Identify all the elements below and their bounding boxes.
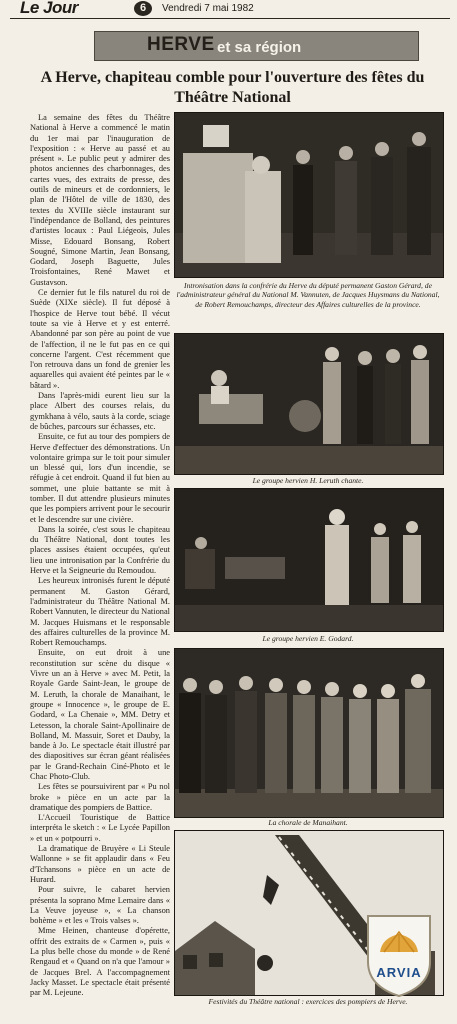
arvia-stamp-label: ARVIA	[376, 965, 422, 980]
article-paragraph: Ensuite, on eut droit à une reconstitution sur scène du disque « Vivre un an à Herve » avec M. Petit, la Royale Garde Saint-Jean, le groupe de M. Leruth, la chorale de Manaihant, le groupe « Innocence », le groupe de E. Godard, « La Chenaie », MM. Detry et Letesson, la chorale Saint-Apollinaire de Bolland, M. Massuir, Soret et Dauby, la bande à Jo. Le spectacle était illustré par des diapositives sur écran géant réalisées par le Grand-Rechain Ciné-Photo et le Chac Photo-Club.	[30, 648, 170, 781]
article-paragraph: Dans l'après-midi eurent lieu sur la place Albert des courses relais, du gymkhana à vélo, sauts à la corde, sciage de bûches, parcours sur échasses, etc.	[30, 391, 170, 431]
newspaper-logo: Le Jour	[20, 0, 78, 17]
photo-chorale	[174, 648, 444, 818]
article-paragraph: La dramatique de Bruyère « Li Steule Wallonne » se fit applaudir dans « Feu d'Tchansons » pièce en un acte de Hurard.	[30, 844, 170, 884]
article-headline: A Herve, chapiteau comble pour l'ouverture des fêtes du Théâtre National	[40, 69, 425, 106]
article-paragraph: Mme Heinen, chanteuse d'opérette, offrit des extraits de « Carmen », puis « La plus belle chose du monde » de René Rengaud et « Quand on n'a que l'amour » de Jacques Brel. A l'accompagnement Jacky Masset. Le spectacle était présenté par M. Lejeune.	[30, 926, 170, 998]
photo-intronisation	[174, 112, 444, 278]
section-title-herve: HERVE	[147, 34, 215, 55]
arvia-stamp	[364, 912, 434, 998]
article-paragraph: Les fêtes se poursuivirent par « Pu nol broke » pièce en un acte par la dramatique des pompiers de Battice.	[30, 782, 170, 812]
article-paragraph: Ensuite, ce fut au tour des pompiers de Herve d'effectuer des démonstrations. Un volontaire grimpa sur le toit pour simuler un blessé qui, lors d'un incendie, se réfugie à cet endroit. Quand il fut bien au sommet, une pluie battante se mit à tomber. Il dut attendre plusieurs minutes que les pompiers arrivent pour le secourir et le descendre sur une civière.	[30, 432, 170, 524]
page-number: 6	[134, 1, 152, 16]
section-title-region: et sa région	[217, 39, 302, 56]
issue-date: Vendredi 7 mai 1982	[162, 3, 254, 14]
article-paragraph: L'Accueil Touristique de Battice interpréta le sketch : « Le Lycée Papillon » et un « potpourri ».	[30, 813, 170, 843]
article-paragraph: Dans la soirée, c'est sous le chapiteau du Théâtre National, dont toutes les places assises étaient occupées, qu'eut lieu une intronisation par la Confrérie du Herve et la Seigneurie du Remoudou.	[30, 524, 170, 576]
masthead	[10, 0, 450, 19]
article-body	[30, 113, 170, 999]
caption-photo-3: Le groupe hervien E. Godard.	[262, 634, 354, 643]
caption-photo-4: La chorale de Manaihant.	[268, 818, 348, 827]
article-paragraph: La semaine des fêtes du Théâtre National à Herve a commencé le matin du 1er mai par l'inauguration de l'exposition : « Herve au passé et au présent ». Le public peut y admirer des photos anciennes des charbonnages, des cartes vues, des extraits de presse, des outils de mineurs et de cordonniers, le plan de l'Hôtel de ville de 1830, des textes du XVIIIe siècle instaurant sur l'indépendance de Bolland, des peintures d'artistes locaux : Paul Liégeois, Jules Misse, Edouard Bonsang, Robert Sougné, Simone Martin, Jean Bonsang, Godard, Joseph Baguette, Jules Troisfontaines, René Mawet et Gustavson.	[30, 113, 170, 287]
article-paragraph: Ce dernier fut le fils naturel du roi de Suède (XIXe siècle). Il fut déposé à l'hospice de Herve tout bébé. Il vécut toute sa vie à Herve et y est enterré. Abandonné par son père au point de vue de l'affection, il ne le fut pas en ce qui concerne l'argent. C'est récemment que l'on retrouva dans un fond de grenier les aquarelles qui avaient été peintes par le « bâtard ».	[30, 288, 170, 390]
article-paragraph: Les heureux intronisés furent le député permanent M. Gaston Gérard, l'administrateur du Théâtre National M. Robert Vannuten, le directeur du National M. Jacques Huismans et le responsable des affaires culturelles de la province M. Robert Remouchamps.	[30, 576, 170, 648]
caption-photo-2: Le groupe hervien H. Leruth chante.	[252, 476, 364, 485]
photo-godard-group	[174, 488, 444, 632]
caption-photo-1: Intronisation dans la confrérie du Herve du député permanent Gaston Gérard, de l'administrateur général du National M. Vannuten, de Jacques Huysmans du National, de Robert Remouchamps, directeur des Affaires culturelles de la province.	[176, 281, 440, 309]
photo-leruth-group	[174, 333, 444, 475]
caption-photo-5: Festivités du Théâtre national : exercices des pompiers de Herve.	[208, 997, 408, 1006]
article-paragraph: Pour suivre, le cabaret hervien présenta la soprano Mme Lemaire dans « La Veuve joyeuse », « La chanson bohème » et les « Trois valses ».	[30, 885, 170, 926]
section-banner	[94, 31, 419, 61]
